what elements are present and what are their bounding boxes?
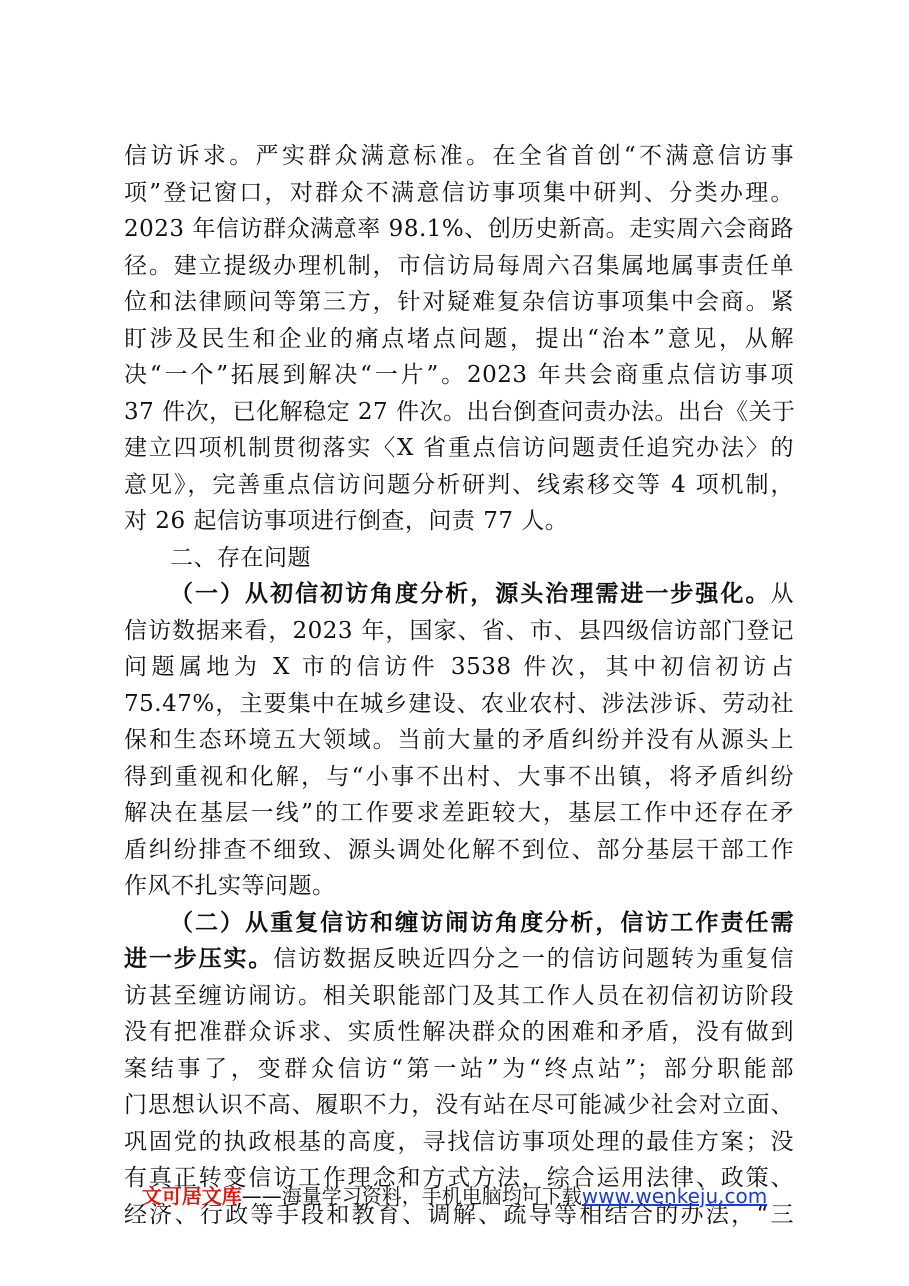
text-line: 2023 年信访群众满意率 98.1%、创历史新高。走实周六会商路 xyxy=(124,216,794,242)
text-line: 75.47%，主要集中在城乡建设、农业农村、涉法涉诉、劳动社 xyxy=(124,690,794,717)
text-line: 信访诉求。严实群众满意标准。在全省首创“不满意信访事 xyxy=(124,143,794,169)
footer-link[interactable]: www.wenkeju.com xyxy=(581,1184,768,1208)
text-line: 项”登记窗口，对群众不满意信访事项集中研判、分类办理。 xyxy=(124,179,794,206)
text-line: 作风不扎实等问题。 xyxy=(124,873,336,899)
paragraph xyxy=(124,138,794,540)
lead-in-phrase: 进一步压实。 xyxy=(124,945,274,972)
text-line: 得到重视和化解，与“小事不出村、大事不出镇，将矛盾纠纷 xyxy=(124,763,794,790)
text-line: 案结事了，变群众信访“第一站”为“终点站”；部分职能部 xyxy=(124,1055,794,1082)
text-line: 有真正转变信访工作理念和方式方法，综合运用法律、政策、 xyxy=(124,1165,794,1191)
text-line: 解决在基层一线”的工作要求差距较大，基层工作中还存在矛 xyxy=(124,800,794,826)
text-line: 建立四项机制贯彻落实〈X 省重点信访问题责任追究办法〉的 xyxy=(124,435,794,461)
text-line: 问题属地为 X 市的信访件 3538 件次，其中初信初访占 xyxy=(124,654,794,680)
text-line: （二）从重复信访和缠访闹访角度分析，信访工作责任需 xyxy=(170,908,794,936)
text-line: 进一步压实。信访数据反映近四分之一的信访问题转为重复信 xyxy=(124,945,795,972)
text-line: 决“一个”拓展到解决“一片”。2023 年共会商重点信访事项 xyxy=(124,362,794,388)
text-line: 盾纠纷排查不细致、源头调处化解不到位、部分基层干部工作 xyxy=(124,836,794,863)
text-line: 位和法律顾问等第三方，针对疑难复杂信访事项集中会商。紧 xyxy=(124,289,794,315)
text-line: 访甚至缠访闹访。相关职能部门及其工作人员在初信初访阶段 xyxy=(124,982,794,1009)
footer-brand: 文可居文库 xyxy=(141,1184,242,1208)
text-line: 37 件次，已化解稳定 27 件次。出台倒查问责办法。出台《关于 xyxy=(124,398,796,425)
text-line: 盯涉及民生和企业的痛点堵点问题，提出“治本”意见，从解 xyxy=(124,325,794,352)
footer-banner xyxy=(0,1180,909,1209)
text-line: 巩固党的执政根基的高度，寻找信访事项处理的最佳方案；没 xyxy=(124,1128,794,1155)
text-line: 对 26 起信访事项进行倒查，问责 77 人。 xyxy=(124,508,569,534)
text-line: 保和生态环境五大领域。当前大量的矛盾纠纷并没有从源头上 xyxy=(124,727,794,753)
text-line: （一）从初信初访角度分析，源头治理需进一步强化。从 xyxy=(170,580,794,607)
text-line: 信访数据来看，2023 年，国家、省、市、县四级信访部门登记 xyxy=(124,617,794,644)
section-heading: 二、存在问题 xyxy=(170,544,311,571)
text-line: 门思想认识不高、履职不力，没有站在尽可能减少社会对立面、 xyxy=(124,1092,794,1118)
text-line: 经济、行政等手段和教育、调解、疏导等相结合的办法，“三 xyxy=(124,1201,794,1228)
text-line: 没有把准群众诉求、实质性解决群众的困难和矛盾，没有做到 xyxy=(124,1019,794,1045)
text-line: 意见》，完善重点信访问题分析研判、线索移交等 4 项机制， xyxy=(124,471,794,498)
paragraph xyxy=(124,576,794,905)
document-body xyxy=(124,138,794,1233)
lead-in-phrase: （一）从初信初访角度分析，源头治理需进一步强化。 xyxy=(170,580,771,607)
footer-slogan: ——海量学习资料，手机电脑均可下载 xyxy=(241,1184,582,1208)
text-line: 径。建立提级办理机制，市信访局每周六召集属地属事责任单 xyxy=(124,252,794,279)
